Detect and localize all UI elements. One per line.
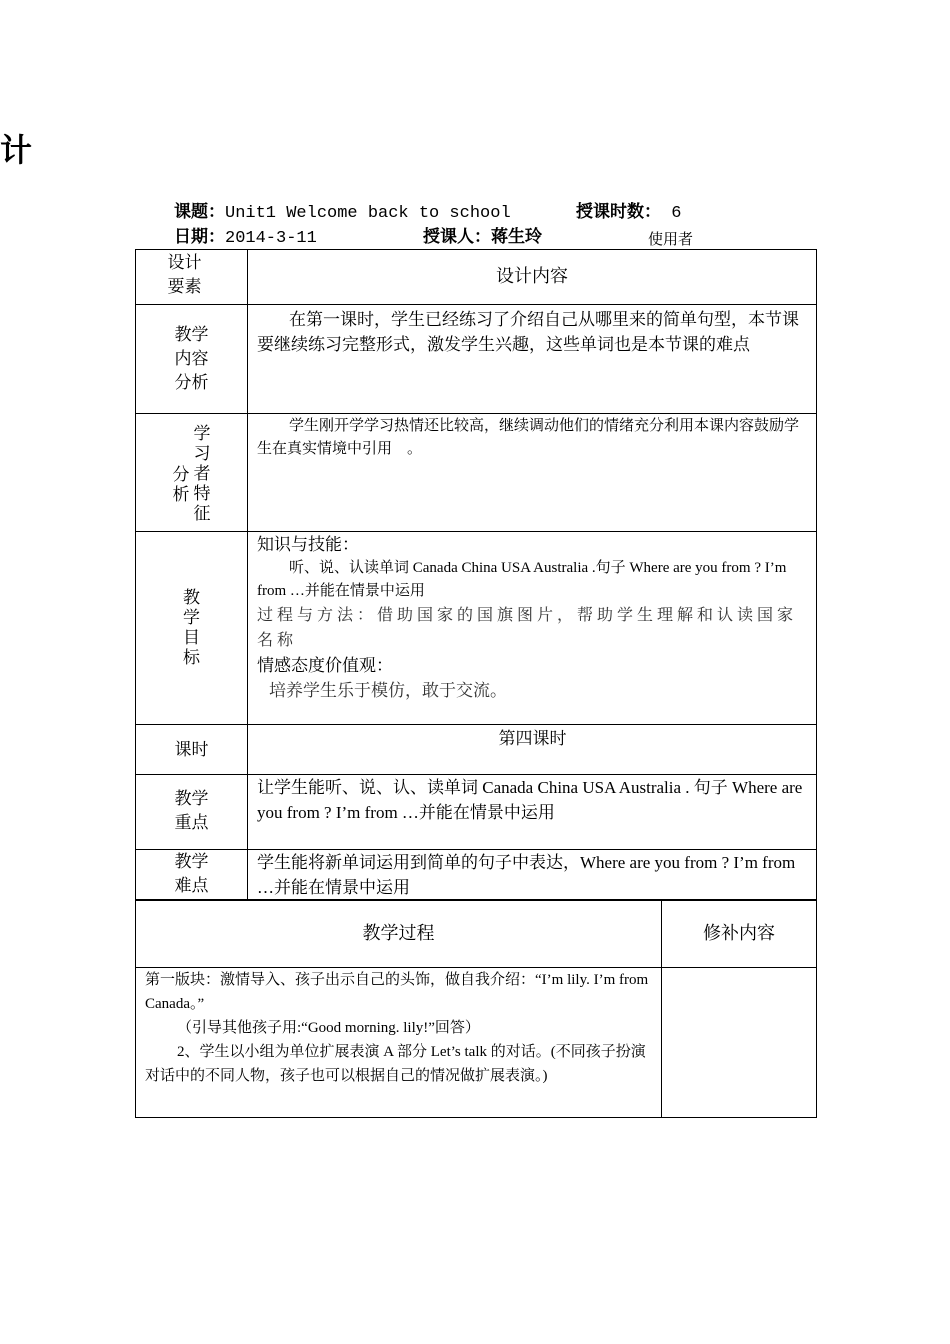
process-text: 过程与方法：借助国家的国旗图片，帮助学生理解和认读国家名称 bbox=[257, 607, 798, 649]
difficulty-text: 学生能将新单词运用到简单的句子中表达，Where are you from ? I’m from …并能在情景中运用 bbox=[248, 850, 817, 901]
topic-label: 课题： bbox=[174, 202, 225, 222]
hours-value: 6 bbox=[671, 204, 682, 223]
header-line-1 bbox=[174, 201, 511, 225]
learner-text: 学生刚开学学习热情还比较高，继续调动他们的情绪充分利用本课内容鼓励学生在真实情境中引用 。 bbox=[248, 414, 817, 532]
difficulty-row bbox=[136, 850, 817, 901]
process-header-row bbox=[136, 900, 817, 968]
process-body-row bbox=[136, 968, 817, 1118]
teaching-process-table bbox=[135, 899, 817, 1118]
date-value: 2014-3-11 bbox=[225, 229, 317, 248]
content-analysis-label bbox=[136, 305, 248, 414]
hours-line bbox=[576, 201, 681, 225]
goals-label: 教 学 目 标 bbox=[183, 588, 200, 668]
supplement-header: 修补内容 bbox=[662, 900, 817, 968]
design-content-header: 设计内容 bbox=[248, 250, 817, 305]
process-para-1: 第一版块：激情导入、孩子出示自己的头饰，做自我介绍：“I’m lily. I’m from Canada。” bbox=[145, 972, 649, 1012]
learner-label-right: 学 习 者 特 征 bbox=[193, 424, 211, 524]
content-analysis-label-2: 内容 bbox=[174, 349, 209, 369]
teacher-value: 蒋生玲 bbox=[491, 227, 542, 247]
key-label: 教学 重点 bbox=[136, 775, 248, 850]
goals-row bbox=[136, 532, 817, 725]
content-analysis-text: 在第一课时，学生已经练习了介绍自己从哪里来的简单句型，本节课要继续练习完整形式，激发学生兴趣，这些单词也是本节课的难点 bbox=[248, 305, 817, 414]
goals-label-cell bbox=[136, 532, 248, 725]
lesson-label: 课时 bbox=[136, 725, 248, 775]
lesson-design-table bbox=[135, 249, 817, 901]
design-elements-cell bbox=[136, 250, 248, 305]
date-label: 日期： bbox=[174, 227, 225, 247]
content-analysis-label-1: 教学 bbox=[174, 325, 209, 345]
lesson-value: 第四课时 bbox=[248, 725, 817, 775]
design-elements-line1: 设计 bbox=[167, 253, 202, 273]
knowledge-title: 知识与技能： bbox=[257, 535, 359, 554]
design-elements-line2: 要素 bbox=[167, 277, 202, 297]
learner-label-cell bbox=[136, 414, 248, 532]
header-row bbox=[136, 250, 817, 305]
learner-label-left: 分 析 bbox=[172, 465, 190, 505]
knowledge-text: 听、说、认读单词 Canada China USA Australia .句子 Where are you from ? I’m from …并能在情景中运用 bbox=[257, 560, 787, 599]
key-text: 让学生能听、说、认、读单词 Canada China USA Australia . 句子 Where are you from ? I’m from …并能在情景中运用 bbox=[248, 775, 817, 850]
goals-content bbox=[248, 532, 817, 725]
process-body bbox=[136, 968, 662, 1118]
lesson-row bbox=[136, 725, 817, 775]
topic-value: Unit1 Welcome back to school bbox=[225, 204, 511, 223]
date-line bbox=[174, 226, 317, 250]
emotion-title: 情感态度价值观： bbox=[257, 656, 393, 675]
content-analysis-label-3: 分析 bbox=[174, 373, 209, 393]
supplement-body bbox=[662, 968, 817, 1118]
hours-label: 授课时数： bbox=[576, 202, 661, 222]
teacher-line bbox=[423, 226, 542, 250]
key-points-row bbox=[136, 775, 817, 850]
teacher-label: 授课人： bbox=[423, 227, 491, 247]
process-para-2: （引导其他孩子用:“Good morning. lily!”回答） bbox=[177, 1020, 480, 1036]
learner-row bbox=[136, 414, 817, 532]
process-para-3: 2、学生以小组为单位扩展表演 A 部分 Let’s talk 的对话。(不同孩子扮演对话中的不同人物，孩子也可以根据自己的情况做扩展表演。) bbox=[145, 1044, 646, 1084]
difficulty-label: 教学 难点 bbox=[136, 850, 248, 901]
user-label: 使用者 bbox=[648, 230, 694, 248]
content-analysis-row bbox=[136, 305, 817, 414]
emotion-text: 培养学生乐于模仿，敢于交流。 bbox=[269, 681, 507, 700]
page-title-fragment: 计 bbox=[0, 131, 33, 169]
process-header: 教学过程 bbox=[136, 900, 662, 968]
